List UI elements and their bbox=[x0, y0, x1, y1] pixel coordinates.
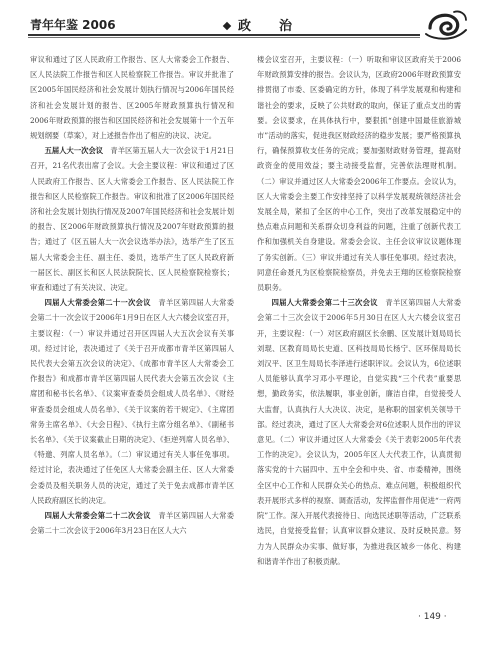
right-column bbox=[257, 52, 461, 569]
paragraph bbox=[257, 52, 461, 295]
paragraph-lead: 五届人大一次会议 bbox=[44, 146, 104, 156]
paragraph bbox=[30, 52, 234, 143]
paragraph-lead: 四届人大常委会第二十一次会议 bbox=[44, 298, 151, 308]
paragraph-text: 青羊区第四届人大常委会第二十二次会议于2006年3月23日在区人大六 bbox=[30, 511, 235, 536]
page-number: · 149 · bbox=[418, 612, 447, 622]
section-title bbox=[216, 15, 294, 34]
diamond-icon bbox=[223, 22, 231, 30]
paragraph bbox=[30, 295, 234, 508]
book-title: 青年年鉴 2006 bbox=[30, 18, 116, 32]
paragraph bbox=[257, 295, 461, 569]
page-header bbox=[28, 8, 468, 42]
paragraph bbox=[30, 508, 234, 538]
header-rule-thin bbox=[28, 37, 420, 38]
section-char-2: 治 bbox=[279, 19, 295, 34]
paragraph-text: 青羊区第五届人大一次会议于1月21日召开，21名代表出席了会议。大会主要议程：审议和通过了区人民政府工作报告、区人大常委会工作报告、区人民法院工作报告和区人民检察院工作报告。审议和批准了区2006年国民经济和社会发展计划执行情况及2007年国民经济和社会发展计划的报告、区2006年财政预算执行情况及2007年财政预算的报告；通过了《区五届人大一次会议选举办法》，选举产生了区五届人大常委会主任、副主任、委员，选举产生了区人民政府新一届区长、副区长和区人民法院院长、区人民检察院检察长；审查和通过了有关决议、决定。 bbox=[30, 146, 234, 293]
paragraph-text: 审议和通过了区人民政府工作报告、区人大常委会工作报告、区人民法院工作报告和区人民检察院工作报告。审议并批准了区2005年国民经济和社会发展计划执行情况与2006年国民经济和社会发展计划的报告、区2005年财政预算执行情况和2006年财政预算的报告和区国民经济和社会发展第十一个五年规划纲要（草案），对上述报告作出了相应的决议、决定。 bbox=[30, 55, 234, 141]
paragraph-lead: 四届人大常委会第二十二次会议 bbox=[44, 511, 151, 521]
paragraph-text: 青羊区第四届人大常委会第二十一次会议于2006年1月9日在区人大六楼会议室召开，主要议程：（一）审议并通过召开区四届人大五次会议有关事项。经过讨论，表决通过了《关于召开成都市青羊区第四届人民代表大会第五次会议的决定》、《成都市青羊区人大常委会工作报告》和成都市青羊区第四届人民代表大会第五次会议《主席团和秘书长名单》、《议案审查委员会组成人员名单》、《财经审查委员会组成人员名单》、《关于议案的若干规定》、《主席团常务主席名单》、《大会日程》、《执行主席分组名单》、《副秘书长名单》、《关于议案截止日期的决定》、《拒逆列席人员名单》、《特邀、列席人员名单》。（二）审议通过有关人事任免事项。经过讨论，表决通过了任免区人大常委会副主任、区人大常委会委员及相关职务人员的决定，通过了关于免去成都市青羊区人民政府副区长的决定。 bbox=[30, 298, 235, 505]
header-rule bbox=[28, 34, 420, 36]
paragraph-lead: 四届人大常委会第二十三次会议 bbox=[271, 298, 378, 308]
paragraph bbox=[30, 143, 234, 295]
section-char-1: 政 bbox=[238, 19, 254, 34]
paragraph-text: 青羊区第四届人大常委会第二十三次会议于2006年5月30日在区人大六楼会议室召开，主要议程：（一）对区政府副区长余鹏、区发展计划局局长刘琨、区教育局局长史道、区科技局局长杨宁、区环保局局长刘汉平、区卫生局局长李泽进行述职评议。会议认为，6位述职人员能够认真学习邓小平理论，自觉实践“三个代表”重要思想，勤政务实，依法履职，事业创新，廉洁自律，自觉接受人大监督，认真执行人大决议、决定，是称职的国家机关领导干部。经过表决，通过了区人大常委会对6位述职人员作出的评议意见。（二）审议并通过区人大常委会《关于表彰2005年代表工作的决定》。会议认为，2005年区人大代表工作，认真贯彻落实党的十六届四中、五中全会和中央、省、市委精神，围绕全区中心工作和人民群众关心的热点、难点问题，积极组织代表开展形式多样的视察、调查活动，发挥监督作用促进“一府两院”工作。深入开展代表接待日、向选民述职等活动，广泛联系选民，自觉接受监督；认真审议群众建议、及时反映民意。努力为人民群众办实事、做好事，为推进我区城乡一体化、构建和谐青羊作出了积极贡献。 bbox=[257, 298, 462, 566]
paragraph-text: 楼会议室召开，主要议程：（一）听取和审议区政府关于2006年财政预算安排的报告。会议认为，区政府2006年财政预算安排贯彻了市委、区委确定的方针，体现了科学发展观和构建和谐社会的要求，反映了公共财政的取向，保证了重点支出的需要。会议要求，在具体执行中，要狠抓“创建中国最佳旅游城市”活动的落实，促进我区财政经济的稳步发展；要严格预算执行，确保预算收支任务的完成；要加强财政财务管理，提高财政资金的使用效益；要主动接受监督，完善依法理财机制。（二）审议并通过区人大常委会2006年工作要点。会议认为，区人大常委会主要工作安排坚持了以科学发展观统领经济社会发展全局，紧扣了全区的中心工作，突出了改革发展稳定中的热点难点问题和关系群众切身利益的问题，注重了创新代表工作和加强机关自身建设。常委会会议、主任会议审议议题体现了务实创新。（三）审议并通过有关人事任免事项。经过表决，同意任命聂凡为区检察院检察员，并免去王翔的区检察院检察员职务。 bbox=[257, 55, 461, 293]
left-column bbox=[30, 52, 234, 539]
swirl-logo-icon bbox=[424, 8, 468, 42]
